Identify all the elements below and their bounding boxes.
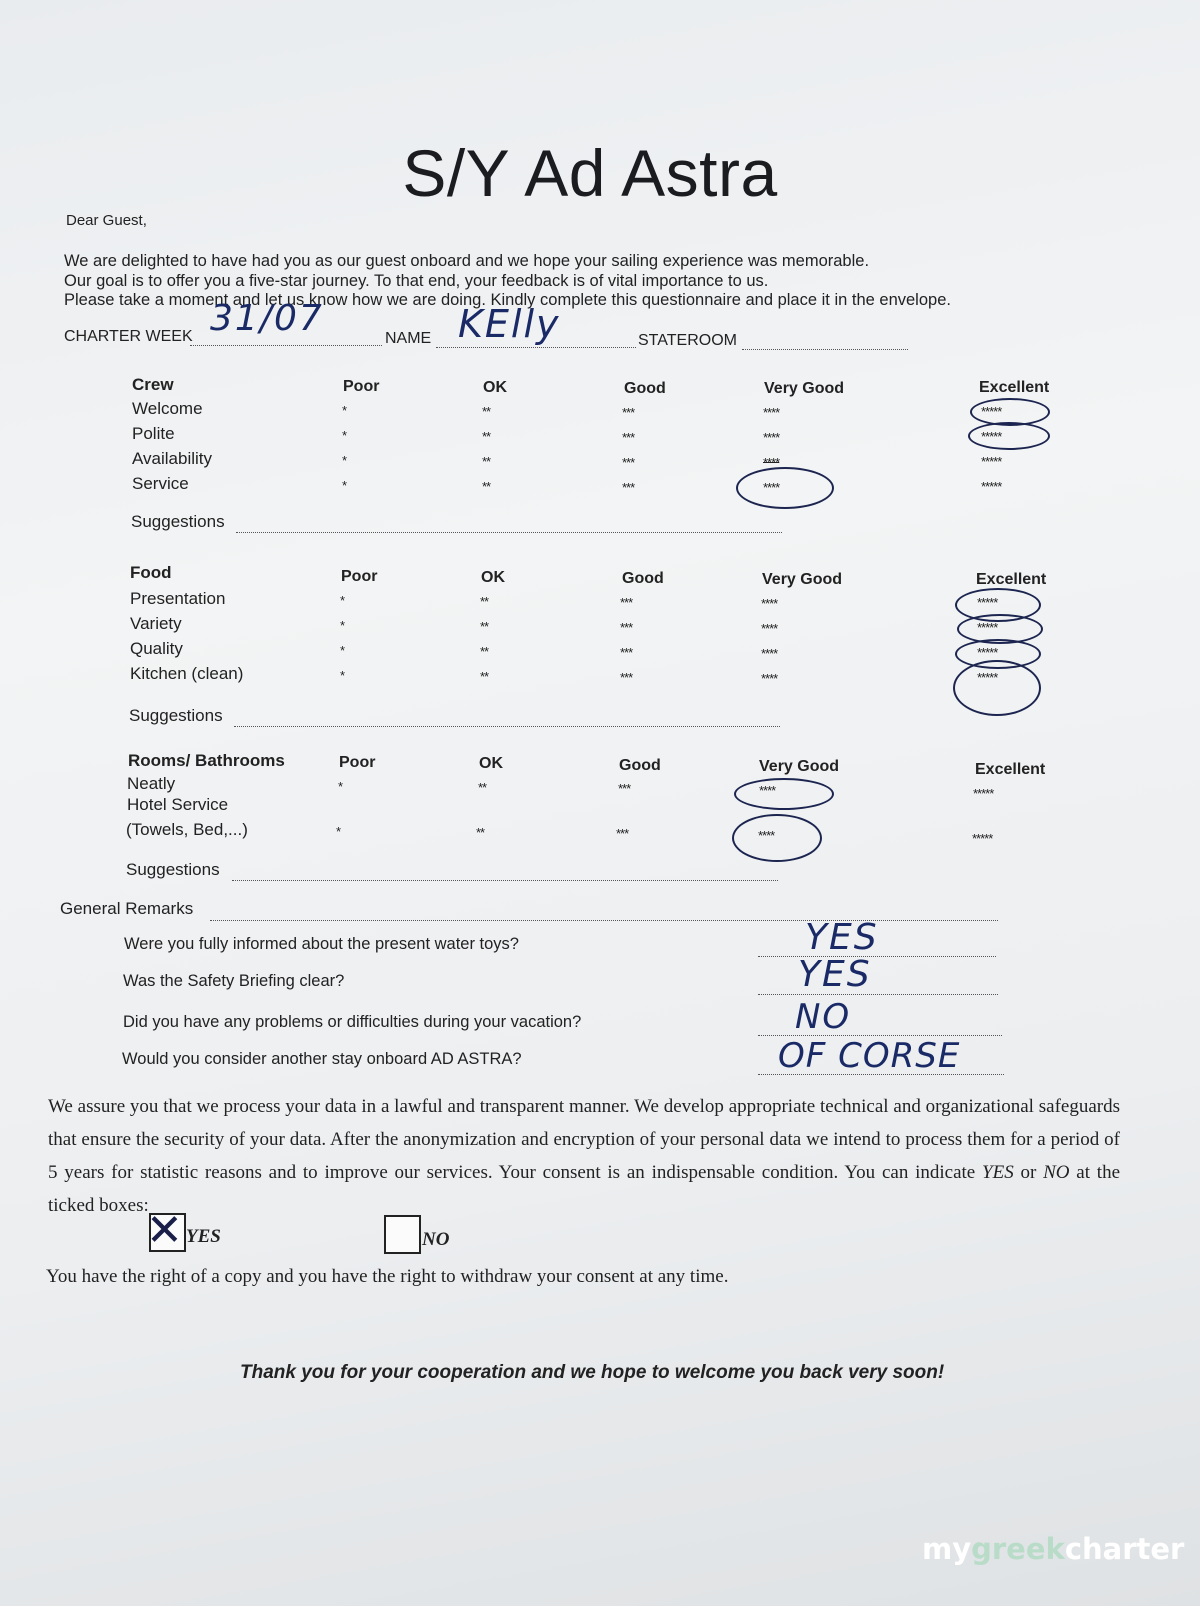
food-col-excellent: Excellent xyxy=(976,571,1047,588)
name-label: NAME xyxy=(385,330,432,347)
rooms-suggestions-label: Suggestions xyxy=(126,860,220,879)
food-row-kitchen-label: Kitchen (clean) xyxy=(130,664,244,683)
privacy-paragraph xyxy=(48,1090,1120,1222)
name-line xyxy=(436,347,636,348)
rooms-neatly-star-2[interactable]: ** xyxy=(478,780,487,795)
rooms-col-ok: OK xyxy=(479,755,503,772)
crew-section-title: Crew xyxy=(132,375,174,394)
food-quality-star-4[interactable]: **** xyxy=(761,646,778,661)
rooms-neatly-selected-circle xyxy=(734,778,834,810)
rooms-neatly-star-3[interactable]: *** xyxy=(618,781,631,796)
rooms-neatly-star-1[interactable]: * xyxy=(338,779,343,794)
food-row-presentation-label: Presentation xyxy=(130,589,226,608)
crew-welcome-star-2[interactable]: ** xyxy=(482,404,491,419)
answer-safety-briefing[interactable]: YES xyxy=(798,954,872,995)
crew-polite-star-4[interactable]: **** xyxy=(763,430,780,445)
greeting: Dear Guest, xyxy=(66,212,147,229)
food-kitchen-star-5[interactable]: ***** xyxy=(977,670,998,685)
food-variety-star-4[interactable]: **** xyxy=(761,621,778,636)
food-quality-star-5[interactable]: ***** xyxy=(977,645,998,660)
intro-line-1: We are delighted to have had you as our guest onboard and we hope your sailing experience was memorable. xyxy=(64,252,870,270)
charter-week-line xyxy=(190,345,382,346)
crew-row-service-label: Service xyxy=(132,474,189,493)
rooms-col-poor: Poor xyxy=(339,754,376,771)
crew-availability-star-4[interactable]: **** xyxy=(763,455,780,470)
food-presentation-star-1[interactable]: * xyxy=(340,593,345,608)
document-title: S/Y Ad Astra xyxy=(402,136,778,210)
question-water-toys: Were you fully informed about the present water toys? xyxy=(124,935,519,953)
general-remarks-label: General Remarks xyxy=(60,899,194,918)
answer-water-toys[interactable]: YES xyxy=(805,917,879,958)
crew-suggestions-label: Suggestions xyxy=(131,512,225,531)
crew-polite-star-5[interactable]: ***** xyxy=(981,429,1002,444)
consent-yes-label: YES xyxy=(186,1226,221,1247)
crew-welcome-star-5[interactable]: ***** xyxy=(981,404,1002,419)
food-quality-star-1[interactable]: * xyxy=(340,643,345,658)
food-kitchen-star-2[interactable]: ** xyxy=(480,669,489,684)
crew-welcome-star-3[interactable]: *** xyxy=(622,405,635,420)
watermark-part-my: my xyxy=(922,1532,972,1566)
food-section-title: Food xyxy=(130,563,172,582)
question-another-stay: Would you consider another stay onboard AD ASTRA? xyxy=(122,1050,522,1068)
general-remarks-line[interactable] xyxy=(210,920,998,921)
food-col-very-good: Very Good xyxy=(762,571,843,588)
rooms-section-title: Rooms/ Bathrooms xyxy=(128,751,285,770)
food-kitchen-star-3[interactable]: *** xyxy=(620,670,633,685)
privacy-text-part-1: We assure you that we process your data in a lawful and transparent manner. We develop appropriate technical and organizational safeguards that ensure the security of your data. After the anonymization and encryption of your personal data we intend to process them for a period of 5 years for statistic reasons and to improve our services. Your consent is an indispensable condition. You can indicate xyxy=(48,1096,1120,1183)
food-kitchen-star-1[interactable]: * xyxy=(340,668,345,683)
closing-message: Thank you for your cooperation and we hope to welcome you back very soon! xyxy=(240,1362,945,1383)
rooms-col-excellent: Excellent xyxy=(975,761,1046,778)
question-safety-briefing: Was the Safety Briefing clear? xyxy=(123,972,345,990)
food-row-quality-label: Quality xyxy=(130,639,183,658)
crew-col-excellent: Excellent xyxy=(979,379,1050,396)
rooms-suggestions-line[interactable] xyxy=(232,880,778,881)
rooms-hotel-service-star-2[interactable]: ** xyxy=(476,825,485,840)
crew-row-availability-label: Availability xyxy=(132,449,213,468)
rooms-hotel-service-star-4[interactable]: **** xyxy=(758,828,775,843)
charter-week-label: CHARTER WEEK xyxy=(64,328,193,345)
crew-welcome-star-1[interactable]: * xyxy=(342,403,347,418)
rooms-col-good: Good xyxy=(619,757,661,774)
crew-polite-selected-circle xyxy=(968,422,1050,450)
stateroom-label: STATEROOM xyxy=(638,332,737,349)
food-variety-star-5[interactable]: ***** xyxy=(977,620,998,635)
rooms-row-hotel-service-label-2: (Towels, Bed,...) xyxy=(126,820,248,839)
watermark-part-charter: charter xyxy=(1064,1532,1185,1566)
rooms-row-hotel-service-label-1: Hotel Service xyxy=(127,795,229,814)
consent-no-label: NO xyxy=(422,1229,450,1250)
intro-line-3: Please take a moment and let us know how we are doing. Kindly complete this questionnaire and place it in the envelope. xyxy=(64,291,951,309)
food-presentation-star-4[interactable]: **** xyxy=(761,596,778,611)
crew-service-star-5[interactable]: ***** xyxy=(981,479,1002,494)
crew-welcome-star-4[interactable]: **** xyxy=(763,405,780,420)
crew-service-star-2[interactable]: ** xyxy=(482,479,491,494)
crew-service-selected-circle xyxy=(736,467,834,509)
food-col-ok: OK xyxy=(481,569,505,586)
crew-row-polite-label: Polite xyxy=(132,424,175,443)
withdraw-consent-text: You have the right of a copy and you have the right to withdraw your consent at any time. xyxy=(46,1266,729,1287)
food-presentation-star-5[interactable]: ***** xyxy=(977,595,998,610)
consent-yes-check-mark: ✕ xyxy=(146,1205,183,1256)
crew-suggestions-line[interactable] xyxy=(236,532,782,533)
answer-line-safety-briefing xyxy=(758,994,998,995)
food-quality-star-2[interactable]: ** xyxy=(480,644,489,659)
intro-line-2: Our goal is to offer you a five-star journey. To that end, your feedback is of vital importance to us. xyxy=(64,272,769,290)
stateroom-line xyxy=(742,349,908,350)
crew-polite-star-3[interactable]: *** xyxy=(622,430,635,445)
food-quality-star-3[interactable]: *** xyxy=(620,645,633,660)
food-suggestions-line[interactable] xyxy=(234,726,780,727)
crew-availability-star-2[interactable]: ** xyxy=(482,454,491,469)
crew-row-welcome-label: Welcome xyxy=(132,399,203,418)
privacy-yes-word: YES xyxy=(982,1162,1014,1183)
crew-polite-star-1[interactable]: * xyxy=(342,428,347,443)
crew-col-poor: Poor xyxy=(343,378,380,395)
food-col-poor: Poor xyxy=(341,568,378,585)
crew-col-ok: OK xyxy=(483,379,507,396)
crew-service-star-3[interactable]: *** xyxy=(622,480,635,495)
crew-availability-star-3[interactable]: *** xyxy=(622,455,635,470)
answer-another-stay[interactable]: OF CORSE xyxy=(778,1036,961,1076)
rooms-hotel-service-star-5[interactable]: ***** xyxy=(972,831,993,846)
crew-service-star-1[interactable]: * xyxy=(342,478,347,493)
food-kitchen-selected-circle xyxy=(953,660,1041,716)
crew-availability-star-5[interactable]: ***** xyxy=(981,454,1002,469)
watermark-part-greek: greek xyxy=(971,1532,1065,1566)
crew-service-star-4[interactable]: **** xyxy=(763,480,780,495)
food-row-variety-label: Variety xyxy=(130,614,182,633)
rooms-hotel-service-star-3[interactable]: *** xyxy=(616,826,629,841)
food-variety-star-3[interactable]: *** xyxy=(620,620,633,635)
privacy-no-word: NO xyxy=(1043,1162,1070,1183)
food-suggestions-label: Suggestions xyxy=(129,706,223,725)
rooms-hotel-service-selected-circle xyxy=(732,814,822,862)
privacy-or-word: or xyxy=(1013,1162,1044,1183)
rooms-neatly-star-4[interactable]: **** xyxy=(759,783,776,798)
name-value[interactable]: KElly xyxy=(458,302,561,346)
rooms-row-neatly-label: Neatly xyxy=(127,774,176,793)
privacy-text-part-2: at the ticked boxes: xyxy=(48,1162,1120,1216)
watermark-logo xyxy=(922,1532,1184,1566)
food-variety-star-2[interactable]: ** xyxy=(480,619,489,634)
food-presentation-star-3[interactable]: *** xyxy=(620,595,633,610)
rooms-neatly-star-5[interactable]: ***** xyxy=(973,786,994,801)
consent-no-checkbox[interactable] xyxy=(384,1215,421,1254)
food-variety-star-1[interactable]: * xyxy=(340,618,345,633)
crew-availability-star-1[interactable]: * xyxy=(342,453,347,468)
food-col-good: Good xyxy=(622,570,664,587)
crew-polite-star-2[interactable]: ** xyxy=(482,429,491,444)
charter-week-value[interactable]: 31/07 xyxy=(210,298,324,339)
food-kitchen-star-4[interactable]: **** xyxy=(761,671,778,686)
crew-col-good: Good xyxy=(624,380,666,397)
question-problems: Did you have any problems or difficulties during your vacation? xyxy=(123,1013,582,1031)
food-presentation-star-2[interactable]: ** xyxy=(480,594,489,609)
crew-col-very-good: Very Good xyxy=(764,380,845,397)
rooms-col-very-good: Very Good xyxy=(759,758,840,775)
rooms-hotel-service-star-1[interactable]: * xyxy=(336,824,341,839)
answer-problems[interactable]: NO xyxy=(795,997,852,1037)
